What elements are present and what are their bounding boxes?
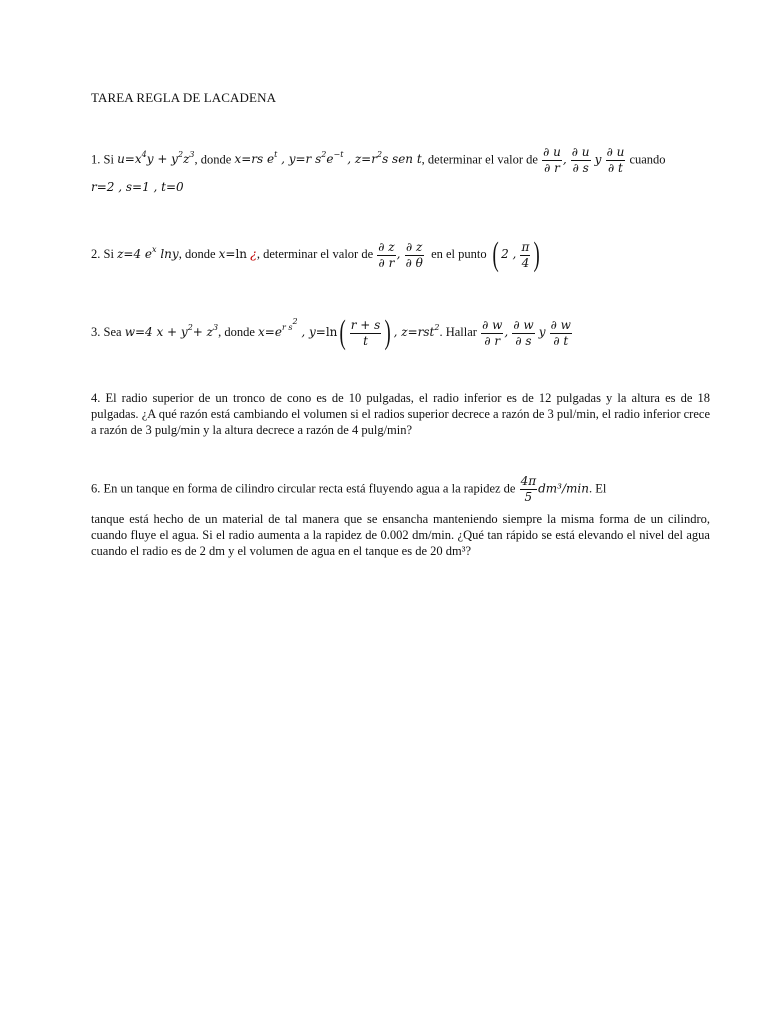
problem-3-dw-ds: $\frac{\partial w}{\partial s}$ <box>513 317 534 348</box>
problem-2-line: 2. Si z=4 $e^x$ lny, donde x=ln ¿, determinar el valor de $\frac{\partial z}{\partial r}$ , $\frac{\partial z}{\partial \theta}$ en el punto ( 2 , $\frac{\pi}{4}$ ) <box>91 236 541 273</box>
problem-3-w-equation: w=4 $x + y^2+ z^3$ <box>124 322 219 339</box>
problem-1-u-equation: $u=x^4y + y^2z^3$ <box>117 150 195 167</box>
problem-1-line-1: 1. Si $u=x^4y + y^2z^3$, donde x=rs $e^t$ , y=r $s^2e^{-t}$ , $z=r^2s$ sen t, determinar el valor de $\frac{\partial u}{\partial r}$ , $\frac{\partial u}{\partial s}$ y $\frac{\partial u}{\partial t}$ cuando <box>91 145 666 175</box>
problem-3-fraction: $\frac{r + s}{t}$ <box>350 317 381 348</box>
problem-1-number: 1. Si <box>91 152 114 167</box>
problem-3-dw-dr: $\frac{\partial w}{\partial r}$ <box>482 317 503 348</box>
problem-6-unit: dm³/min <box>538 481 589 496</box>
problem-2-punto: en el punto <box>431 246 487 261</box>
problem-3-hallar: . Hallar <box>439 324 477 339</box>
problem-3-dw-dt: $\frac{\partial w}{\partial t}$ <box>550 317 571 348</box>
problem-2-x-equation: x= <box>218 246 236 261</box>
problem-3-line: 3. Sea w=4 $x + y^2+ z^3$, donde $x=e^{r s^2}$ , y=ln( $\frac{r + s}{t}$ ) , z=rst$^2$. Hallar $\frac{\partial w}{\partial r}$ , $\frac{\partial w}{\partial s}$ y $\frac{\partial w}{\partial t}$ <box>91 314 571 351</box>
problem-1-determinar: , determinar el valor de <box>421 152 538 167</box>
problem-6-rate-fraction: $\frac{4\pi}{5}$ <box>520 474 537 504</box>
problem-1-donde: , donde <box>194 152 232 167</box>
problem-2-dz-dtheta: $\frac{\partial z}{\partial \theta}$ <box>405 239 423 270</box>
problem-3-donde: , donde <box>218 324 255 339</box>
problem-3-y: y <box>538 324 546 339</box>
problem-1-xyz-equations: x=rs $e^t$ , y=r $s^2e^{-t}$ , $z=r^2s$ sen t <box>234 150 422 167</box>
problem-3-number: 3. Sea <box>91 324 122 339</box>
problem-2-determinar: , determinar el valor de <box>256 246 374 261</box>
problem-6-lead: 6. En un tanque en forma de cilindro circular recta está fluyendo agua a la rapidez de <box>91 481 516 496</box>
problem-1-du-ds: $\frac{\partial u}{\partial s}$ <box>571 145 590 175</box>
problem-2-donde: , donde <box>178 246 216 261</box>
problem-2-pi-over-4: $\frac{\pi}{4}$ <box>521 239 530 270</box>
problem-1-du-dt: $\frac{\partial u}{\partial t}$ <box>606 145 625 175</box>
problem-2-z-equation: z=4 $e^x$ lny <box>117 244 179 261</box>
problem-1-condition: r=2 , s=1 , t=0 <box>91 180 184 194</box>
problem-2-point: 2 , <box>501 246 517 261</box>
problem-1-cuando: cuando <box>629 152 666 167</box>
problem-2-number: 2. Si <box>91 246 114 261</box>
problem-3-z-equation: , z=rst$^2$ <box>393 322 440 339</box>
problem-4-paragraph: 4. El radio superior de un tronco de cono es de 10 pulgadas, el radio inferior es de 12 pulgadas y la altura es de 18 pulgadas. ¿A qué razón está cambiando el volumen si el radios superior decrece a razón de 3 pul/min, el radio inferior crece a razón de 3 pulg/min y la altura decrece a razón de 4 pulg/min? <box>91 391 710 437</box>
problem-1-y: y <box>594 152 602 167</box>
problem-3-x-equation: $x=e^{r s^2}$ , y= <box>258 316 326 339</box>
problem-2-red-glyph: ¿ <box>250 245 257 261</box>
page-title: TAREA REGLA DE LACADENA <box>91 90 277 105</box>
problem-1-du-dr: $\frac{\partial u}{\partial r}$ <box>543 145 561 175</box>
problem-6-after: . El <box>588 481 607 496</box>
problem-6-paragraph: tanque está hecho de un material de tal manera que se ensancha manteniendo siempre la misma forma de un cilindro, cuando fluye el agua. Si el radio aumenta a la rapidez de 0.002 dm/min. ¿Qué tan rápido se está elevando el nivel del agua cuando el radio es de 2 dm y el volumen de agua en el tanque es de 20 dm³? <box>91 512 710 558</box>
problem-2-dz-dr: $\frac{\partial z}{\partial r}$ <box>378 239 395 270</box>
problem-6-line-1 <box>91 474 710 505</box>
